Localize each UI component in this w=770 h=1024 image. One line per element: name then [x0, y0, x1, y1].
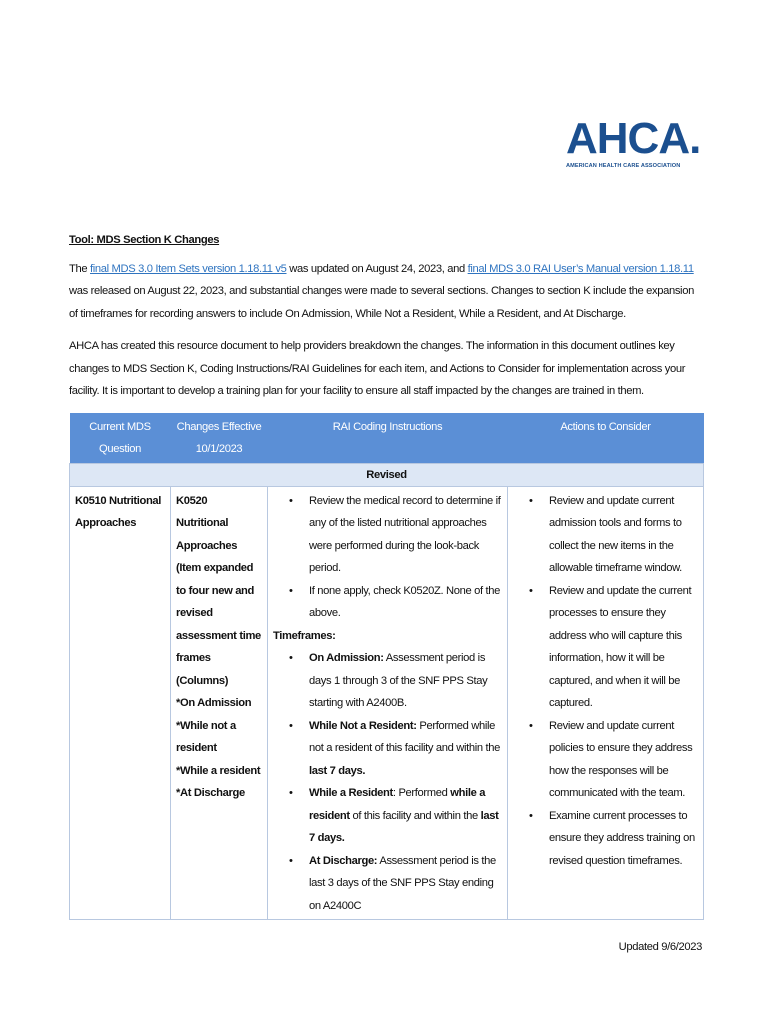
timeframe-item: *While not a resident [176, 719, 236, 754]
rai-manual-link[interactable]: final MDS 3.0 RAI User’s Manual version 1.18.11 [467, 262, 694, 275]
timeframes-label: Timeframes: [273, 629, 336, 642]
list-item: • Review and update current admission tools and forms to collect the new items in the allowable timeframe window. [549, 490, 698, 580]
rai-coding-cell [268, 486, 508, 920]
list-item: • Examine current processes to ensure they address training on revised question timeframes. [549, 805, 698, 873]
logo-wordmark: AHCA. [566, 114, 701, 163]
intro-text: was updated on August 24, 2023, and [286, 262, 468, 275]
intro-paragraph-1 [69, 258, 703, 326]
header-rai-coding: RAI Coding Instructions [268, 413, 508, 464]
list-item: • At Discharge: Assessment period is the last 3 days of the SNF PPS Stay ending on A2400C [309, 850, 502, 918]
logo-tagline: AMERICAN HEALTH CARE ASSOCIATION [566, 163, 681, 169]
tool-title: Tool: MDS Section K Changes [69, 234, 220, 246]
changes-cell [171, 486, 268, 920]
section-row [70, 463, 704, 486]
timeframe-item: *At Discharge [176, 787, 245, 799]
current-question-cell: K0510 Nutritional Approaches [70, 486, 171, 920]
table-row [70, 486, 704, 920]
updated-date: Updated 9/6/2023 [618, 941, 702, 953]
changes-text: K0520 Nutritional Approaches (Item expanded to four new and revised assessment time frames (Columns) [176, 494, 261, 687]
table-header-row [70, 413, 704, 464]
section-k-table [69, 413, 704, 921]
header-actions: Actions to Consider [508, 413, 704, 464]
section-label: Revised [70, 463, 704, 486]
timeframe-item: *On Admission [176, 697, 252, 709]
header-changes-effective: Changes Effective 10/1/2023 [171, 413, 268, 464]
intro-text: was released on August 22, 2023, and substantial changes were made to several sections. Changes to section K include the expansion of timeframes for recording answers to include On Admission, While Not a Resident, While a Resident, and At Discharge. [69, 285, 694, 320]
timeframe-item: *While a resident [176, 764, 261, 777]
list-item: • Review the medical record to determine if any of the listed nutritional approaches were performed during the look-back period. [309, 490, 502, 580]
list-item: • Review and update the current processes to ensure they address who will capture this information, how it will be captured, and when it will be captured. [549, 580, 698, 715]
list-item: • While Not a Resident: Performed while not a resident of this facility and within the last 7 days. [309, 715, 502, 783]
list-item: • On Admission: Assessment period is days 1 through 3 of the SNF PPS Stay starting with A2400B. [309, 647, 502, 715]
ahca-logo [566, 114, 701, 169]
item-sets-link[interactable]: final MDS 3.0 Item Sets version 1.18.11 v5 [90, 262, 287, 275]
list-item: • While a Resident: Performed while a resident of this facility and within the last 7 days. [309, 782, 502, 850]
intro-text: The [69, 262, 90, 275]
intro-paragraph-2: AHCA has created this resource document to help providers breakdown the changes. The information in this document outlines key changes to MDS Section K, Coding Instructions/RAI Guidelines for each item, and Actions to Consider for implementation across your facility. It is important to develop a training plan for your facility to ensure all staff impacted by the changes are trained in them. [69, 340, 686, 397]
actions-cell [508, 486, 704, 920]
list-item: • If none apply, check K0520Z. None of the above. [309, 580, 502, 625]
header-current-question: Current MDS Question [70, 413, 171, 464]
list-item: • Review and update current policies to ensure they address how the responses will be communicated with the team. [549, 715, 698, 805]
document-body [69, 229, 703, 920]
